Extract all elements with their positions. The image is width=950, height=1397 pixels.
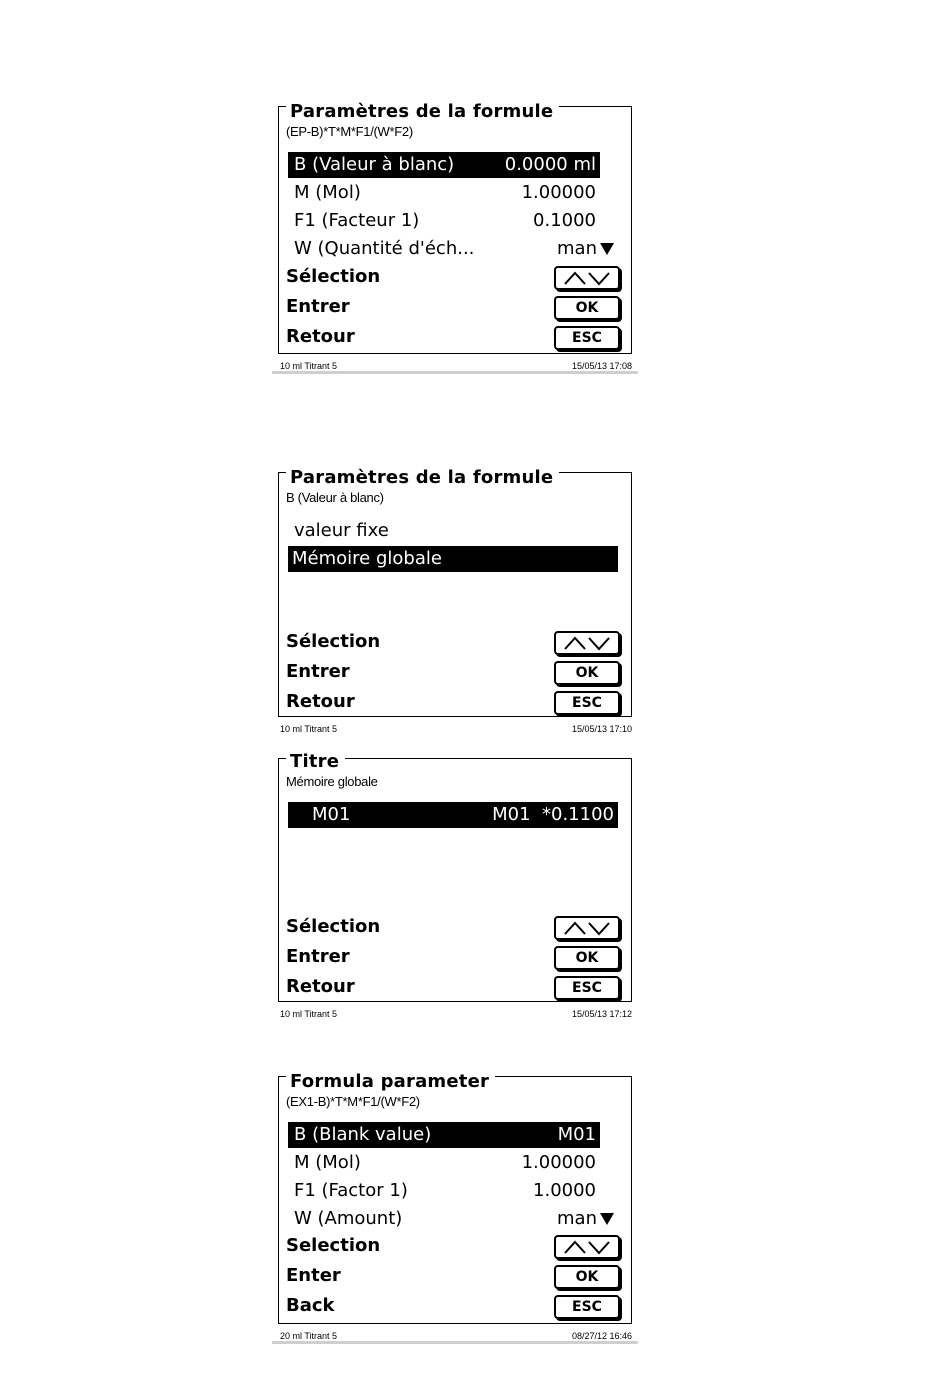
param-row-blank[interactable]: [288, 1122, 600, 1148]
esc-button[interactable]: ESC: [554, 976, 620, 1000]
param-value: 0.0000 ml: [504, 154, 596, 175]
dropdown-arrow-icon: [600, 243, 614, 255]
memory-subtitle: Mémoire globale: [286, 774, 378, 789]
screen-blank-value-choice: [272, 462, 638, 737]
key-label-select: Sélection: [286, 631, 381, 652]
formula-subtitle: (EP-B)*T*M*F1/(W*F2): [286, 124, 413, 139]
screen-formula-params-en: [272, 1066, 638, 1344]
dropdown-arrow-icon: [600, 1213, 614, 1225]
esc-button[interactable]: ESC: [554, 691, 620, 715]
param-row-mol[interactable]: [288, 180, 600, 206]
status-datetime: 15/05/13 17:10: [571, 724, 632, 734]
param-row-mol[interactable]: [288, 1150, 600, 1176]
up-down-arrows-icon: [561, 270, 613, 286]
param-label: W (Quantité d'éch...: [294, 238, 475, 259]
bottom-bar: [272, 1341, 638, 1344]
option-label: Mémoire globale: [292, 548, 442, 569]
param-label: F1 (Factor 1): [294, 1180, 408, 1201]
param-value: 1.00000: [521, 182, 596, 203]
param-label: W (Amount): [294, 1208, 403, 1229]
status-datetime: 15/05/13 17:08: [571, 361, 632, 371]
screen-formula-params-fr-1: [272, 96, 638, 374]
param-row-factor1[interactable]: [288, 208, 600, 234]
param-row-amount[interactable]: [288, 1206, 618, 1232]
key-label-select: Sélection: [286, 916, 381, 937]
key-label-enter: Entrer: [286, 946, 350, 967]
param-row-blank[interactable]: [288, 152, 600, 178]
memory-name: M01: [312, 804, 351, 825]
key-label-enter: Enter: [286, 1265, 341, 1286]
ok-button[interactable]: OK: [554, 661, 620, 685]
param-value: man: [557, 1208, 597, 1229]
key-label-back: Retour: [286, 976, 355, 997]
up-down-arrows-icon: [561, 920, 613, 936]
status-titrant: 10 ml Titrant 5: [280, 724, 338, 734]
esc-button[interactable]: ESC: [554, 1295, 620, 1319]
param-label: B (Blank value): [294, 1124, 432, 1145]
param-row-factor1[interactable]: [288, 1178, 600, 1204]
status-datetime: 15/05/13 17:12: [571, 1009, 632, 1019]
screen-title: Formula parameter: [286, 1072, 495, 1092]
param-value: M01: [557, 1124, 596, 1145]
key-label-enter: Entrer: [286, 296, 350, 317]
key-label-back: Retour: [286, 691, 355, 712]
option-label: valeur fixe: [294, 520, 389, 541]
status-datetime: 08/27/12 16:46: [571, 1331, 632, 1341]
screen-title: Paramètres de la formule: [286, 102, 559, 122]
status-bar: [274, 1006, 636, 1022]
screen-titer-global-memory: [272, 748, 638, 1022]
up-down-arrows-icon: [561, 635, 613, 651]
param-value: 1.00000: [521, 1152, 596, 1173]
up-down-button[interactable]: [554, 1235, 620, 1259]
up-down-button[interactable]: [554, 916, 620, 940]
param-label: M (Mol): [294, 182, 361, 203]
key-label-back: Retour: [286, 326, 355, 347]
up-down-arrows-icon: [561, 1239, 613, 1255]
status-titrant: 10 ml Titrant 5: [280, 361, 338, 371]
key-label-select: Selection: [286, 1235, 381, 1256]
param-label: B (Valeur à blanc): [294, 154, 455, 175]
param-row-amount[interactable]: [288, 236, 618, 262]
ok-button[interactable]: OK: [554, 296, 620, 320]
key-label-select: Sélection: [286, 266, 381, 287]
memory-value: M01 *0.1100: [492, 804, 614, 825]
up-down-button[interactable]: [554, 266, 620, 290]
param-label: M (Mol): [294, 1152, 361, 1173]
status-titrant: 20 ml Titrant 5: [280, 1331, 338, 1341]
screen-title: Titre: [286, 752, 345, 772]
key-label-back: Back: [286, 1295, 335, 1316]
esc-button[interactable]: ESC: [554, 326, 620, 350]
bottom-bar: [272, 371, 638, 374]
param-label: F1 (Facteur 1): [294, 210, 420, 231]
status-titrant: 10 ml Titrant 5: [280, 1009, 338, 1019]
formula-subtitle: (EX1-B)*T*M*F1/(W*F2): [286, 1094, 420, 1109]
key-label-enter: Entrer: [286, 661, 350, 682]
option-fixed-value[interactable]: [288, 518, 618, 544]
ok-button[interactable]: OK: [554, 1265, 620, 1289]
option-global-memory[interactable]: [288, 546, 618, 572]
param-value: 1.0000: [533, 1180, 596, 1201]
param-subtitle: B (Valeur à blanc): [286, 490, 384, 505]
status-bar: [274, 721, 636, 737]
up-down-button[interactable]: [554, 631, 620, 655]
param-value: man: [557, 238, 597, 259]
memory-row-m01[interactable]: [288, 802, 618, 828]
screen-title: Paramètres de la formule: [286, 468, 559, 488]
param-value: 0.1000: [533, 210, 596, 231]
ok-button[interactable]: OK: [554, 946, 620, 970]
